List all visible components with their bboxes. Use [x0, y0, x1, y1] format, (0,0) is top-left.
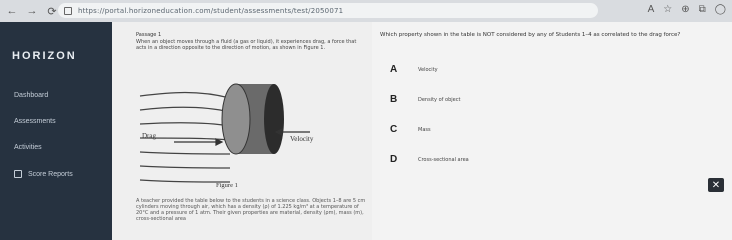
sidebar-item-label: Dashboard [14, 92, 49, 99]
browser-tools [648, 4, 726, 15]
drag-arrow [174, 139, 222, 145]
read-aloud-icon[interactable]: A [647, 4, 655, 15]
profile-icon[interactable]: ◯ [714, 4, 726, 15]
favorite-icon[interactable]: ☆ [663, 4, 673, 15]
sidebar-item-label: Activities [14, 144, 42, 151]
option-letter: C [390, 124, 398, 135]
sidebar-item-activities[interactable] [14, 144, 42, 151]
option-letter: B [390, 94, 398, 105]
passage-text: When an object moves through a fluid (a gas or liquid), it experiences drag, a force that acts in a direction opposite to the direction of motion, as shown in Figure 1. [136, 39, 357, 51]
close-icon: ✕ [711, 179, 721, 191]
sidebar-item-dashboard[interactable] [14, 92, 48, 99]
collections-icon[interactable]: ⧉ [698, 4, 706, 15]
answer-option-c[interactable] [380, 122, 710, 140]
brand-logo: HORIZON [12, 50, 77, 62]
sidebar-item-label: Score Reports [27, 170, 73, 178]
close-button[interactable] [708, 178, 724, 192]
url-text: https://portal.horizoneducation.com/student/assessments/test/2050071 [78, 6, 344, 15]
passage-title: Passage 1 [136, 32, 162, 38]
question-panel [372, 22, 732, 240]
refresh-icon[interactable]: ⟳ [47, 5, 57, 18]
answer-option-d[interactable] [380, 152, 710, 170]
velocity-label: Velocity [290, 135, 314, 143]
sidebar-item-score-reports[interactable] [14, 170, 73, 178]
sidebar-item-label: Assessments [14, 118, 56, 125]
extensions-icon[interactable]: ⊕ [681, 4, 690, 15]
forward-icon[interactable]: → [26, 5, 38, 17]
browser-toolbar [0, 0, 732, 22]
option-text: Cross-sectional area [418, 157, 469, 163]
answer-option-b[interactable] [380, 92, 710, 110]
lock-icon [64, 7, 72, 15]
assessment-content [112, 22, 732, 240]
drag-label: Drag [142, 132, 156, 140]
answer-option-a[interactable] [380, 62, 710, 80]
back-icon[interactable]: ← [6, 5, 18, 17]
question-prompt: Which property shown in the table is NOT considered by any of Students 1–4 as correlated to the drag force? [380, 32, 681, 38]
passage-panel [112, 22, 372, 240]
table-intro-text: A teacher provided the table below to the students in a science class. Objects 1–8 are 5 cm cylinders moving through air, which has a density (ρ) of 1.225 kg/m³ at a temperature of 20°C and a pressure of 1 atm. Their given properties are material, density (ρm), mass (m), cross-sectional area [136, 198, 366, 222]
figure-caption: Figure 1 [216, 182, 238, 189]
option-text: Density of object [418, 97, 461, 103]
option-text: Mass [418, 127, 431, 133]
option-letter: A [390, 64, 398, 75]
cylinder-icon [222, 84, 284, 154]
sidebar-item-assessments[interactable] [14, 118, 56, 125]
address-bar[interactable] [58, 3, 598, 18]
option-letter: D [390, 154, 398, 165]
sidebar [0, 22, 112, 240]
option-text: Velocity [418, 67, 438, 73]
drag-figure [112, 62, 372, 202]
reports-icon [14, 170, 22, 178]
